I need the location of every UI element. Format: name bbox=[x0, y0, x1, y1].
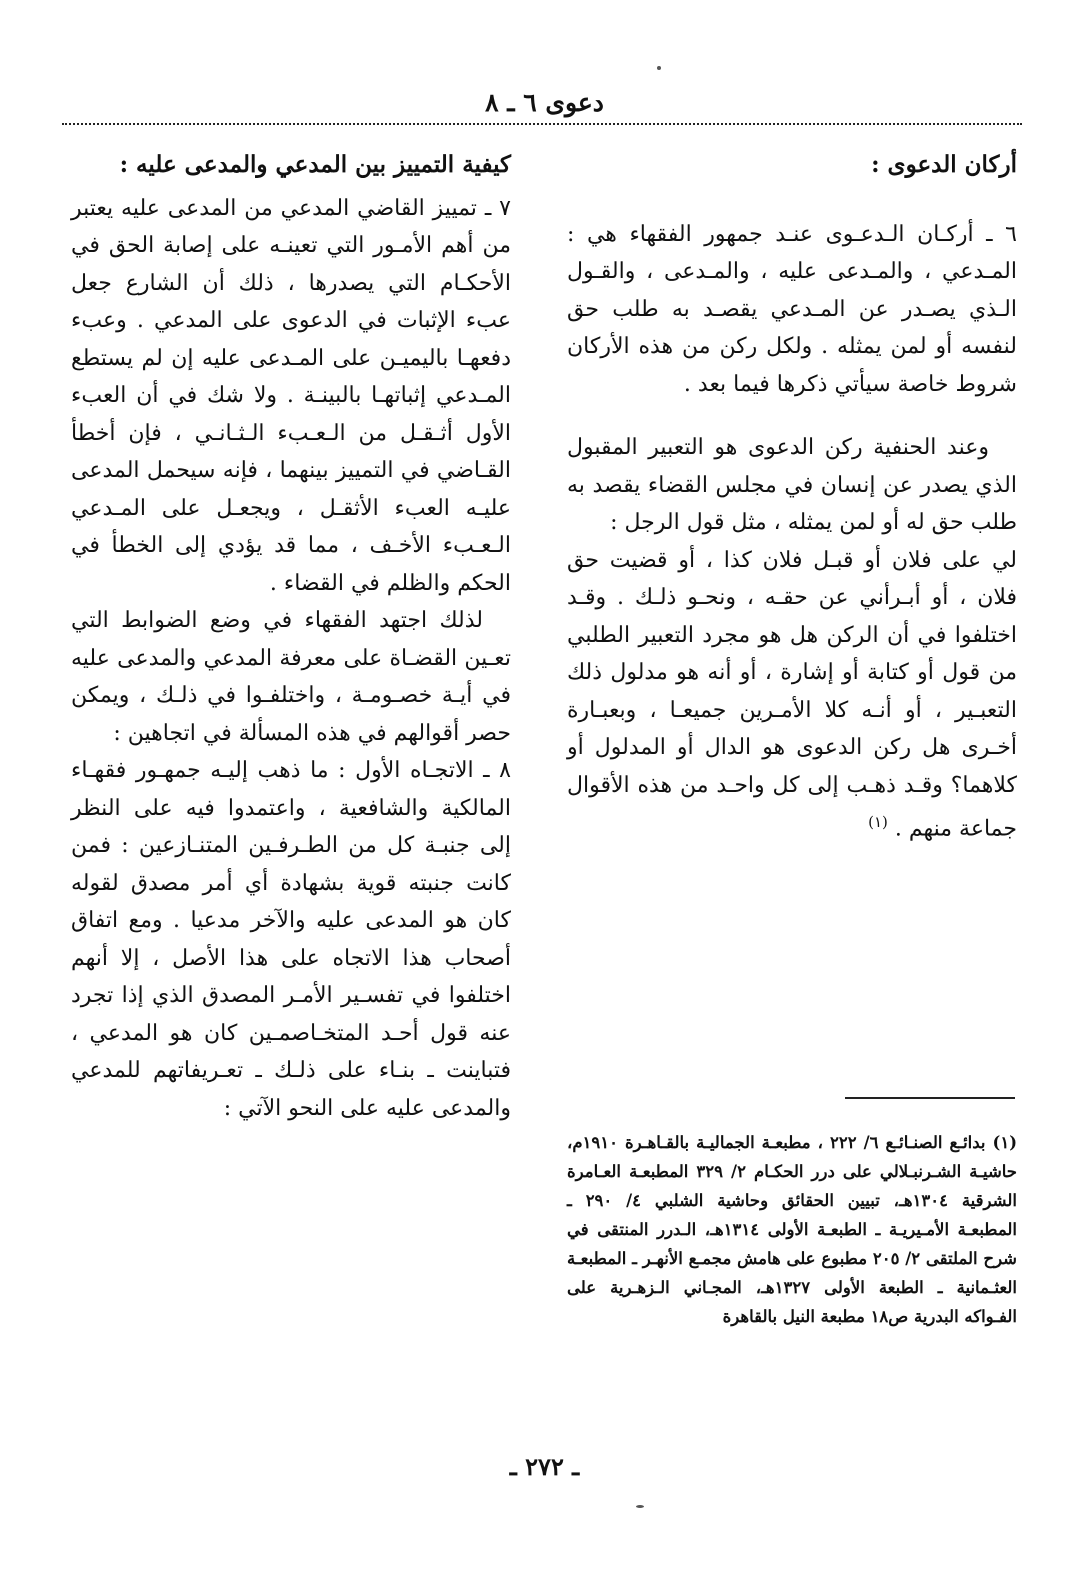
paragraph-difference-text: لي على فلان أو قبـل فلان كذا ، أو قضيت حق فلان ، أو أبـرأني عن حقـه ، ونحـو ذلـك . وقـد اختلفوا في أن الركن هل هو مجرد التعبير الطلبي من قول أو كتابة أو إشارة ، أو أنه هو مدلول ذلك التعبـير ، أو أنـه كلا الأمـرين جميعـا ، وبعبـارة أخـرى هل ركن الدعوى هو الدال أو المدلول أو كلاهما؟ وقـد ذهـب إلى كل واحـد من هذه الأقوال جماعة منهم . bbox=[567, 547, 1017, 842]
paragraph-difference bbox=[567, 542, 1017, 848]
footnote-marker: (١) bbox=[868, 813, 888, 831]
section-heading-distinction: كيفية التمييز بين المدعي والمدعى عليه : bbox=[119, 151, 511, 178]
scan-speck bbox=[657, 66, 661, 70]
spacer bbox=[567, 190, 1017, 216]
paragraph-jurists: لذلك اجتهد الفقهاء في وضع الضوابط التي تعـين القضـاة على معرفة المدعي والمدعى عليه في أيـة خصـومـة ، واختلفـوا في ذلـك ، ويمكن حصر أقوالهم في هذه المسألة في اتجاهين : bbox=[71, 608, 511, 746]
section-heading-pillars: أركان الدعوى : bbox=[871, 151, 1017, 178]
footnote-divider bbox=[845, 1097, 1015, 1099]
page-number: ـ ٢٧٢ ـ bbox=[509, 1452, 580, 1481]
right-column bbox=[567, 146, 1017, 848]
spacer bbox=[567, 403, 1017, 429]
paragraph-distinction: ٧ ـ تمييز القاضي المدعي من المدعى عليه يعتبر من أهم الأمـور التي تعينـه على إصابة الحق في الأحكـام التي يصدرها ، ذلك أن الشارع جعل عبء الإثبات في الدعوى على المدعي . وعبء دفعهـا باليميـن على المـدعى عليه إن لم يستطع المـدعي إثباتهـا بالبينـة . ولا شك في أن العبء الأول أثـقـل من الـعـبء الـثـانـي ، فإن أخطأ القـاضي في التمييز بينهما ، فإنه سيحمل المدعى عليـه العبء الأثقـل ، ويجعـل على المـدعي الـعـبء الأخـف ، مما قد يؤدي إلى الخطأ في الحكم والظلم في القضاء . bbox=[71, 195, 511, 596]
page-header-title: دعوى ٦ ـ ٨ bbox=[485, 88, 604, 117]
footnote: (١) بدائـع الصنـائـع ٦/ ٢٢٢ ، مطبعـة الجماليـة بالقـاهـرة ١٩١٠م، حاشيـة الشـرنبـلالي على درر الحكـام ٢/ ٣٢٩ المطبعـة العـامرة الشرقية ١٣٠٤هـ، تبيين الحقائق وحاشية الشلبي ٤/ ٢٩٠ ـ المطبعـة الأمـيريـة ـ الطبعـة الأولى ١٣١٤هـ، الـدرر المنتقى في شرح الملتقى ٢/ ٢٠٥ مطبوع على هامش مجمـع الأنهـر ـ المطبعـة العثـمانية ـ الطبعة الأولى ١٣٢٧هـ، المجـاني الـزهـرية على الفـواكه البدرية ص١٨ مطبعة النيل بالقاهرة bbox=[567, 1133, 1017, 1326]
header-divider bbox=[62, 123, 1022, 125]
left-column bbox=[71, 146, 511, 1127]
scan-speck bbox=[636, 1505, 644, 1508]
paragraph-first-direction: ٨ ـ الاتجـاه الأول : ما ذهب إليـه جمهـور فقهـاء المالكية والشافعية ، واعتمدوا فيه على النظر إلى جنبـة كل من الطـرفـين المتنـازعين : فمن كانت جنبته قوية بشهادة أي أمر مصدق لقوله كان هو المدعى عليه والآخر مدعيا . ومع اتفاق أصحاب هذا الاتجاه على هذا الأصل ، إلا أنهم اختلفوا في تفسـير الأمـر المصدق الذي إذا تجرد عنه قول أحـد المتخـاصمـين كان هو المدعي ، فتباينت ـ بنـاء على ذلـك ـ تعـريفاتهم للمدعي والمدعى عليه على النحو الآتي : bbox=[71, 758, 511, 1121]
paragraph-hanafi: وعند الحنفية ركن الدعوى هو التعبير المقبول الذي يصدر عن إنسان في مجلس القضاء يقصد به طلب حق له أو لمن يمثله ، مثل قول الرجل : bbox=[567, 435, 1017, 535]
paragraph-pillars: ٦ ـ أركـان الـدعـوى عنـد جمهور الفقهاء هي : المـدعي ، والمـدعى عليه ، والمـدعى ، والقـول الـذي يصـدر عن المـدعي يقصـد به طلب حق لنفسه أو لمن يمثله . ولكل ركن من هذه الأركان شروط خاصة سيأتي ذكرها فيما بعد . bbox=[567, 221, 1017, 397]
